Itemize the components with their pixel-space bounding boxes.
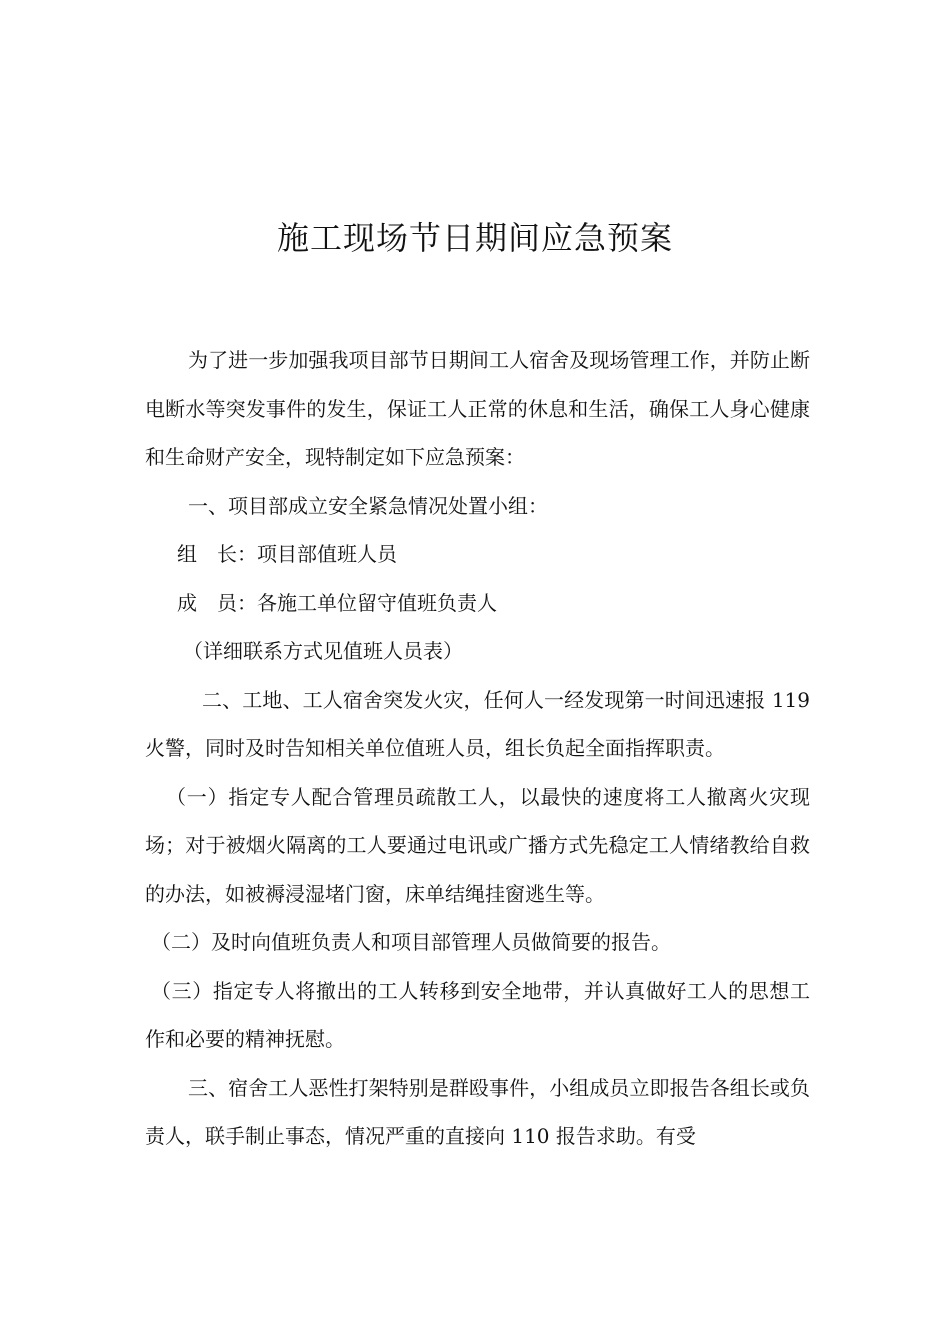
section3-paragraph: 三、宿舍工人恶性打架特别是群殴事件，小组成员立即报告各组长或负责人，联手制止事态，情况严重的直接向 110 报告求助。有受	[145, 1075, 810, 1148]
leader-line: 组 长：项目部值班人员	[177, 542, 397, 566]
document-body	[145, 336, 810, 1161]
section1-heading: 一、项目部成立安全紧急情况处置小组：	[188, 493, 548, 518]
section2-paragraph: 二、工地、工人宿舍突发火灾，任何人一经发现第一时间迅速报 119 火警，同时及时告知相关单位值班人员，组长负起全面指挥职责。	[145, 687, 810, 760]
section2-item3: （三）指定专人将撤出的工人转移到安全地带，并认真做好工人的思想工作和必要的精神抚慰。	[145, 978, 810, 1051]
section2-item2: （二）及时向值班负责人和项目部管理人员做简要的报告。	[151, 930, 671, 954]
document-title: 施工现场节日期间应急预案	[276, 219, 673, 257]
intro-paragraph: 为了进一步加强我项目部节日期间工人宿舍及现场管理工作，并防止断电断水等突发事件的发生，保证工人正常的休息和生活，确保工人身心健康和生命财产安全，现特制定如下应急预案：	[145, 348, 810, 469]
member-line: 成 员：各施工单位留守值班负责人	[177, 590, 497, 615]
section2-item1: （一）指定专人配合管理员疏散工人，以最快的速度将工人撤离火灾现场；对于被烟火隔离的工人要通过电讯或广播方式先稳定工人情绪教给自救的办法，如被褥浸湿堵门窗，床单结绳挂窗逃生等。	[145, 784, 810, 906]
contact-note: （详细联系方式见值班人员表）	[183, 639, 463, 663]
